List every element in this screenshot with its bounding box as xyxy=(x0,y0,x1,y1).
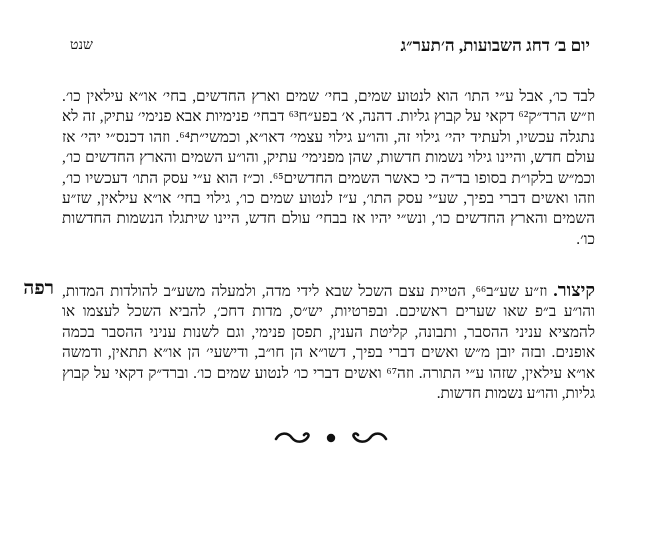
page-title: יום ב׳ דחג השבועות, ה׳תער״ג xyxy=(400,36,590,55)
paragraph-summary xyxy=(62,280,595,404)
summary-lead-word: קיצור. xyxy=(553,280,595,300)
vine-flourish-icon xyxy=(274,428,388,448)
summary-text: וז״ע שע״ב⁶⁶, הטיית עצם השכל שבא לידי מדה, ולמעלה משע״ב להולדות המדות, והו״ע ב״פ שאו שערים ראשיכם. ובפרטיות, יש״ס, מדות דחכ׳, להביא השכל לעצמו או להמציא עניני ההסבר, ותבונה, קליטת הענין, תפסן פנימי, וגם לשנות עניני ההסבר בכמה אופנים. ובזה יובן מ״ש ואשים דברי בפיך, דשו״א הן חו״ב, ודישעי׳ הן או״א תתאין, ודמשה או״א עילאין, שזהו ע״י התורה. וזה⁶⁷ ואשים דברי כו׳ לנטוע שמים כו׳. וברד״ק דקאי על קבוץ גליות, והו״ע נשמות חדשות. xyxy=(62,283,595,403)
margin-label: רפה xyxy=(23,278,54,299)
running-header xyxy=(70,36,590,60)
paragraph-main: לבד כו׳, אבל ע״י התו׳ הוא לנטוע שמים, בחי׳ שמים וארץ החדשים, בחי׳ או״א עילאין כו׳. וז״ש הרד״ק⁶² דקאי על קבוץ גליות. דהנה, א׳ בפע״ח⁶³ דבחי׳ פנימיות אבא פנימי׳ עתיק, זה לא נתגלה עכשיו, ולעתיד יהי׳ גילוי זה, והו״ע גילוי עצמי׳ דאו״א, וכמשי״ת⁶⁴. וזהו דכנס״י יהי׳ אז עולם חדש, והיינו גילוי נשמות חדשות, שהן מפנימי׳ עתיק, והו״ע השמים והארץ החדשים כו׳, וכמ״ש בלקו״ת בסופו בד״ה כי כאשר השמים החדשים⁶⁵. וכ״ז הוא ע״י עסק התו׳ דעכשיו כו׳, וזהו ואשים דברי בפיך, שע״י עסק התו׳, ע״ז לנטוע שמים כו׳, גילוי בחי׳ או״א עילאין, שז״ע השמים והארץ החדשים כו׳, ונש״י יהיו אז בבחי׳ עולם חדש, היינו שיתגלו הנשמות החדשות כו׳. xyxy=(62,88,596,248)
year-label: שנט xyxy=(70,38,93,53)
